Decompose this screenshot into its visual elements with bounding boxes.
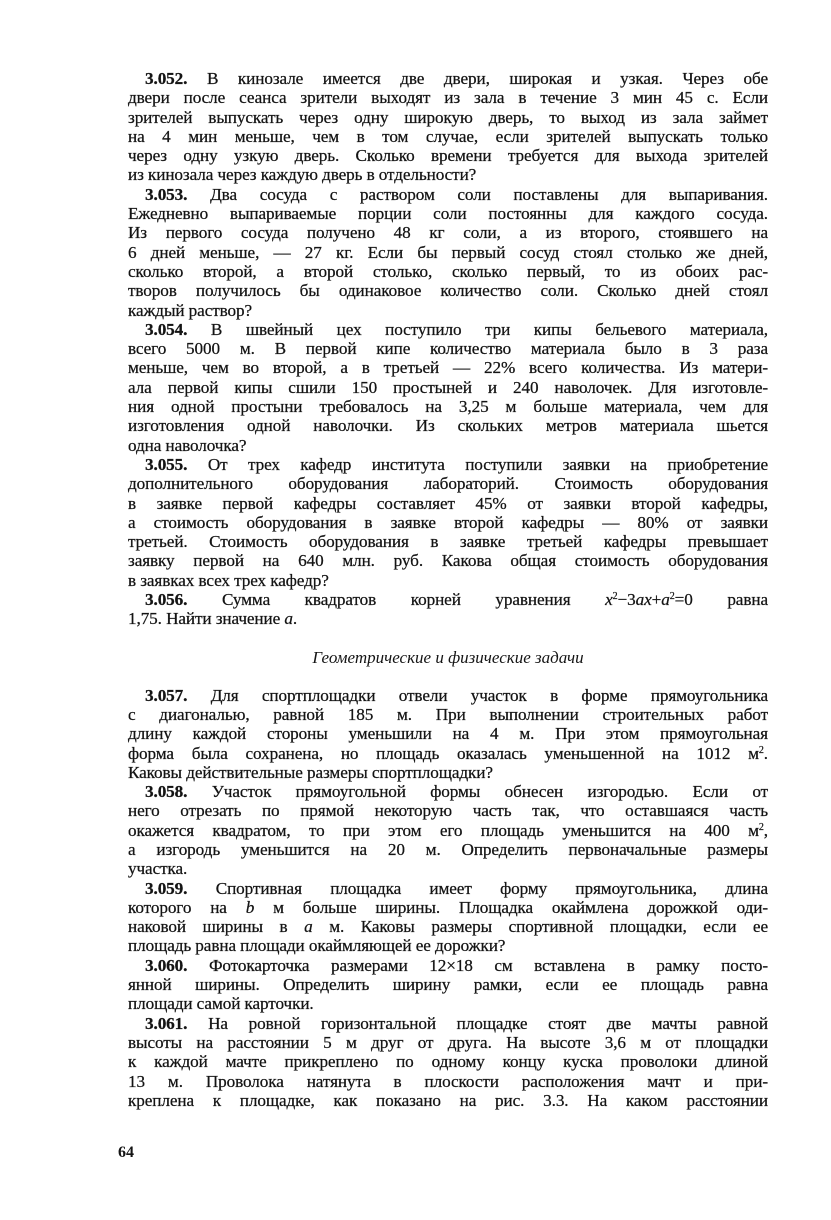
problem-line: одна наволочка? bbox=[128, 435, 247, 455]
problem-3-056 bbox=[128, 590, 768, 629]
problem-3-054 bbox=[128, 320, 768, 455]
problem-line: 3.058. Участок прямоугольной формы обнесен изгородью. Если от bbox=[145, 782, 768, 802]
problem-line: 3.060. Фотокарточка размерами 12×18 см вставлена в рамку посто- bbox=[145, 955, 769, 975]
problem-3-053 bbox=[128, 185, 768, 320]
problem-number: 3.057. bbox=[145, 685, 188, 705]
problem-line: длину каждой стороны уменьшили на 4 м. При этом прямоугольная bbox=[128, 724, 768, 744]
problem-line: 3.056. Сумма квадратов корней уравнения $x^2-3ax+a^2=0$ равна bbox=[145, 590, 768, 610]
problem-number: 3.055. bbox=[145, 454, 188, 474]
problem-line: ала первой кипы сшили 150 простыней и 240 наволочек. Для изготовле- bbox=[128, 377, 768, 397]
problem-line: 3.053. Два сосуда с раствором соли поставлены для выпаривания. bbox=[145, 184, 768, 204]
problem-number: 3.058. bbox=[145, 782, 188, 802]
problem-3-058 bbox=[128, 782, 768, 878]
problem-3-052 bbox=[128, 69, 768, 185]
problem-line: через одну узкую дверь. Сколько времени требуется для выхода зрителей bbox=[128, 146, 768, 166]
problem-line: Каковы действительные размеры спортплощадки? bbox=[128, 762, 493, 782]
problem-line: окажется квадратом, то при этом его площадь уменьшится на 400 $м^2$, bbox=[128, 820, 768, 840]
problem-line: янной ширины. Определить ширину рамки, если ее площадь равна bbox=[128, 975, 768, 995]
problem-number: 3.059. bbox=[145, 878, 188, 898]
equation: $x^2-3ax+a^2=0$ bbox=[605, 590, 693, 610]
problem-line: заявку первой на 640 млн. руб. Какова общая стоимость оборудования bbox=[128, 551, 768, 571]
problem-line: дополнительного оборудования лабораторий. Стоимость оборудования bbox=[128, 474, 768, 494]
problem-line: 3.059. Спортивная площадка имеет форму прямоугольника, длина bbox=[145, 878, 768, 898]
problem-line: наковой ширины в a м. Каковы размеры спортивной площадки, если ее bbox=[128, 917, 768, 937]
problem-number: 3.061. bbox=[145, 1013, 188, 1033]
problem-line: площадь равна площади окаймляющей ее дорожки? bbox=[128, 936, 506, 956]
problem-line: зрителей выпускать через одну широкую дверь, то выход из зала займет bbox=[128, 107, 768, 127]
problem-number: 3.060. bbox=[145, 955, 188, 975]
problem-line: сколько второй, а второй столько, сколько первый, то из обоих рас- bbox=[128, 261, 768, 281]
problem-line: на 4 мин меньше, чем в том случае, если зрителей выпускать только bbox=[128, 126, 768, 146]
problem-line: каждый раствор? bbox=[128, 300, 253, 320]
problem-line: ния одной простыни требовалось на 3,25 м больше материала, чем для bbox=[128, 397, 768, 417]
problem-line: Ежедневно выпариваемые порции соли постоянны для каждого сосуда. bbox=[128, 204, 768, 224]
problem-line: 3.052. В кинозале имеется две двери, широкая и узкая. Через обе bbox=[145, 69, 768, 88]
problem-number: 3.056. bbox=[145, 590, 188, 610]
problem-3-060 bbox=[128, 956, 768, 1014]
textbook-page bbox=[128, 69, 768, 1110]
problem-line: Из первого сосуда получено 48 кг соли, а из второго, стоявшего на bbox=[128, 223, 768, 243]
problem-3-055 bbox=[128, 455, 768, 590]
problem-line: в заявках всех трех кафедр? bbox=[128, 570, 329, 590]
problem-line: меньше, чем во второй, а в третьей — 22% всего количества. Из матери- bbox=[128, 358, 768, 378]
problem-line: площади самой карточки. bbox=[128, 994, 314, 1014]
problem-line: 1,75. Найти значение a. bbox=[128, 609, 298, 629]
problem-line: третьей. Стоимость оборудования в заявке третьей кафедры превышает bbox=[128, 532, 768, 552]
problem-line: с диагональю, равной 185 м. При выполнении строительных работ bbox=[128, 704, 768, 724]
problem-line: творов получилось бы одинаковое количество соли. Сколько дней стоял bbox=[128, 281, 768, 301]
problem-line: 13 м. Проволока натянута в плоскости расположения мачт и при- bbox=[128, 1071, 768, 1091]
problem-line: двери после сеанса зрители выходят из зала в течение 3 мин 45 с. Если bbox=[128, 88, 768, 108]
problem-line: а стоимость оборудования в заявке второй кафедры — 80% от заявки bbox=[128, 512, 768, 532]
problem-line: креплена к площадке, как показано на рис. 3.3. На каком расстоянии bbox=[128, 1090, 768, 1110]
problem-3-059 bbox=[128, 879, 768, 956]
problem-line: участка. bbox=[128, 859, 188, 879]
problem-number: 3.054. bbox=[145, 319, 188, 339]
problem-line: к каждой мачте прикреплено по одному концу куска проволоки длиной bbox=[128, 1052, 768, 1072]
problem-line: которого на b м больше ширины. Площадка окаймлена дорожкой оди- bbox=[128, 897, 768, 917]
problem-line: из кинозала через каждую дверь в отдельности? bbox=[128, 165, 477, 185]
problem-line: 3.054. В швейный цех поступило три кипы бельевого материала, bbox=[145, 319, 768, 339]
problem-line: 3.057. Для спортплощадки отвели участок в форме прямоугольника bbox=[145, 685, 768, 705]
problem-line: а изгородь уменьшится на 20 м. Определить первоначальные размеры bbox=[128, 839, 768, 859]
problem-number: 3.053. bbox=[145, 184, 188, 204]
problem-line: форма была сохранена, но площадь оказалась уменьшенной на 1012 $м^2$. bbox=[128, 743, 768, 763]
problem-line: 3.061. На ровной горизонтальной площадке стоят две мачты равной bbox=[145, 1013, 768, 1033]
problem-line: 3.055. От трех кафедр института поступили заявки на приобретение bbox=[145, 454, 768, 474]
page-number: 64 bbox=[118, 1144, 134, 1161]
problem-line: в заявке первой кафедры составляет 45% от заявки второй кафедры, bbox=[128, 493, 768, 513]
problem-line: него отрезать по прямой некоторую часть так, что оставшаяся часть bbox=[128, 801, 768, 821]
problem-line: 6 дней меньше, — 27 кг. Если бы первый сосуд стоял столько же дней, bbox=[128, 242, 768, 262]
problem-number: 3.052. bbox=[145, 69, 188, 88]
problem-3-061 bbox=[128, 1014, 768, 1110]
problem-line: изготовления одной наволочки. Из скольких метров материала шьется bbox=[128, 416, 768, 436]
problem-line: высоты на расстоянии 5 м друг от друга. На высоте 3,6 м от площадки bbox=[128, 1032, 768, 1052]
section-heading: Геометрические и физические задачи bbox=[312, 647, 584, 667]
problem-3-057 bbox=[128, 686, 768, 782]
problem-line: всего 5000 м. В первой кипе количество материала было в 3 раза bbox=[128, 339, 768, 359]
